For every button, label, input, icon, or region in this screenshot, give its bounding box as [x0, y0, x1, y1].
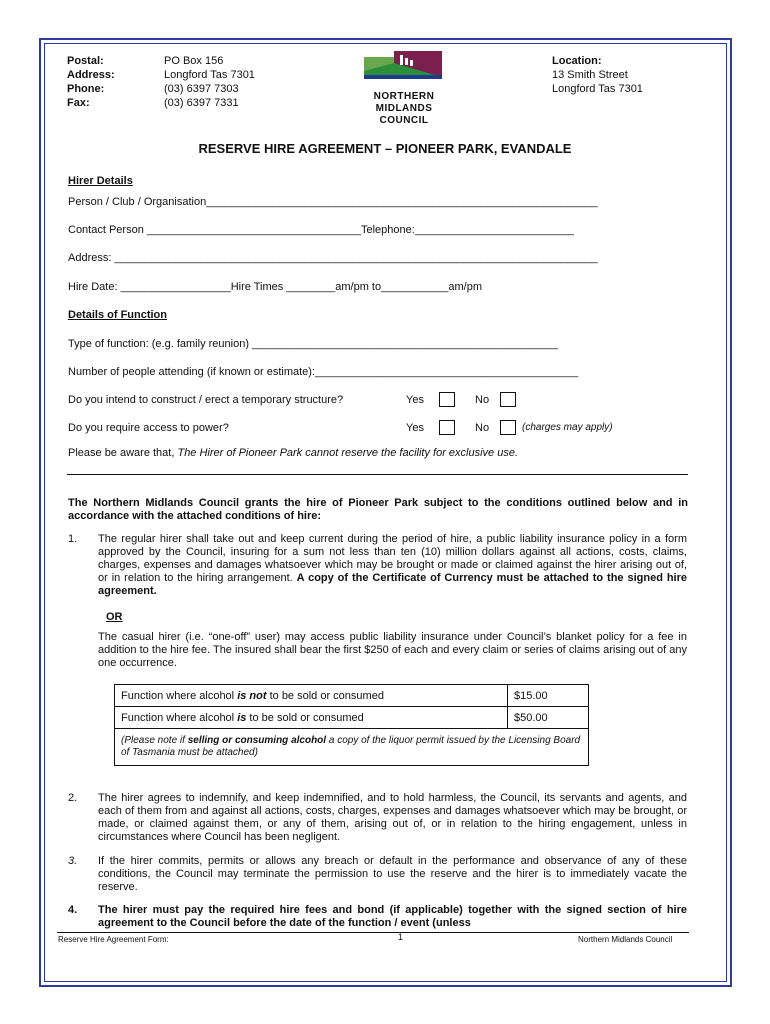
casual-hirer-text: The casual hirer (i.e. “one-off” user) may access public liability insurance under Council’s blanket policy for a fee in addition to the hire fee. The insured shall bear the first $250 of each and every claim or series of claims arising out of any one occurrence. [98, 631, 687, 669]
page-title: RESERVE HIRE AGREEMENT – PIONEER PARK, EVANDALE [198, 141, 572, 156]
divider [67, 474, 688, 475]
logo-text [364, 91, 444, 127]
footer-page-number: 1 [398, 932, 404, 942]
footer-left: Reserve Hire Agreement Form: [58, 935, 169, 944]
structure-no-label: No [475, 394, 490, 406]
phone-value: (03) 6397 7303 [164, 83, 239, 95]
address-label: Address: [67, 69, 115, 81]
address-value: Longford Tas 7301 [164, 69, 255, 81]
charges-note: (charges may apply) [522, 422, 613, 433]
clause-2-number: 2. [68, 792, 78, 804]
clause-1-bold: A copy of the Certificate of Currency must be attached to the signed hire agreement. [98, 572, 687, 597]
power-yes-label: Yes [406, 422, 424, 434]
structure-yes-checkbox[interactable] [439, 391, 455, 409]
fax-value: (03) 6397 7331 [164, 97, 239, 109]
structure-no-checkbox[interactable] [500, 391, 516, 409]
footer-rule [57, 932, 689, 933]
aware-italic: The Hirer of Pioneer Park cannot reserve the facility for exclusive use. [177, 447, 519, 459]
fee-note-row [115, 729, 589, 766]
fee-note: (Please note if selling or consuming alcohol a copy of the liquor permit issued by the Licensing Board of Tasmania must be attached) [115, 729, 589, 766]
fee-row-sold [115, 707, 589, 729]
clause-1-text [98, 533, 687, 598]
location-line-2: Longford Tas 7301 [552, 83, 643, 95]
power-no-checkbox[interactable] [500, 419, 516, 437]
function-type-field[interactable]: Type of function: (e.g. family reunion) __________________________________________________ [68, 338, 558, 350]
clause-1-body: The regular hirer shall take out and keep current during the period of hire, a public liability insurance policy in a form approved by the Council, insuring for a sum not less than ten (10) million dollars against all actions, costs, claims, charges, expenses and damages whatsoever which may be brought or made or claimed against the hirer arising out of, or in relation to the hiring arrangement. [98, 533, 687, 584]
power-yes-checkbox[interactable] [439, 419, 455, 437]
hire-date-field[interactable]: Hire Date: __________________Hire Times ________am/pm to___________am/pm [68, 281, 483, 293]
fee-row-not-sold [115, 685, 589, 707]
clause-4-number: 4. [68, 904, 78, 916]
structure-yes-label: Yes [406, 394, 424, 406]
people-number-field[interactable]: Number of people attending (if known or estimate):___________________________________________ [68, 366, 579, 378]
council-logo [364, 49, 442, 79]
fee-desc-1: Function where alcohol is not to be sold or consumed [115, 685, 508, 707]
address-field[interactable]: Address: _______________________________________________________________________________ [68, 252, 598, 264]
power-question: Do you require access to power? [68, 422, 229, 434]
contact-labels [67, 54, 115, 110]
logo-line-3: COUNCIL [379, 115, 429, 126]
contact-field[interactable]: Contact Person ___________________________________Telephone:__________________________ [68, 224, 574, 236]
fee-table [114, 684, 589, 766]
exclusive-use-note [68, 446, 518, 460]
postal-label: Postal: [67, 55, 104, 67]
footer-right: Northern Midlands Council [578, 935, 673, 944]
clause-4-text: The hirer must pay the required hire fees and bond (if applicable) together with the signed section of hire agreement to the Council before the date of the function / event (unless [98, 904, 687, 929]
fee-desc-2: Function where alcohol is to be sold or consumed [115, 707, 508, 729]
aware-prefix: Please be aware that, [68, 447, 178, 459]
fee-amount-2: $50.00 [508, 707, 589, 729]
structure-question: Do you intend to construct / erect a temporary structure? [68, 394, 344, 406]
clause-3-text: If the hirer commits, permits or allows any breach or default in the performance and observance of any of these conditions, the Council may terminate the permission to use the reserve and the hirer is to immediately vacate the reserve. [98, 855, 687, 893]
location-label: Location: [552, 55, 602, 67]
fee-amount-1: $15.00 [508, 685, 589, 707]
location-line-1: 13 Smith Street [552, 69, 628, 81]
hirer-details-heading: Hirer Details [68, 175, 133, 187]
postal-value: PO Box 156 [164, 55, 224, 67]
clause-3-number: 3. [68, 855, 78, 867]
person-field[interactable]: Person / Club / Organisation________________________________________________________________ [68, 196, 598, 208]
contact-values [164, 54, 255, 110]
power-no-label: No [475, 422, 490, 434]
clause-1-number: 1. [68, 533, 78, 545]
logo-line-2: MIDLANDS [375, 103, 433, 114]
conditions-intro: The Northern Midlands Council grants the hire of Pioneer Park subject to the conditions outlined below and in accordance with the attached conditions of hire: [68, 497, 688, 522]
location-block [552, 54, 643, 96]
phone-label: Phone: [67, 83, 105, 95]
fax-label: Fax: [67, 97, 90, 109]
logo-line-1: NORTHERN [373, 91, 435, 102]
function-details-heading: Details of Function [68, 309, 167, 321]
or-label: OR [106, 611, 123, 623]
clause-2-text: The hirer agrees to indemnify, and keep indemnified, and to hold harmless, the Council, its servants and agents, and each of them from and against all actions, costs, charges, expenses and damages whatsoever which may be brought, or made, or claimed against them, or any of them, arising out of, or in relation to the hiring engagement, unless in circumstances where Council has been negligent. [98, 792, 687, 843]
